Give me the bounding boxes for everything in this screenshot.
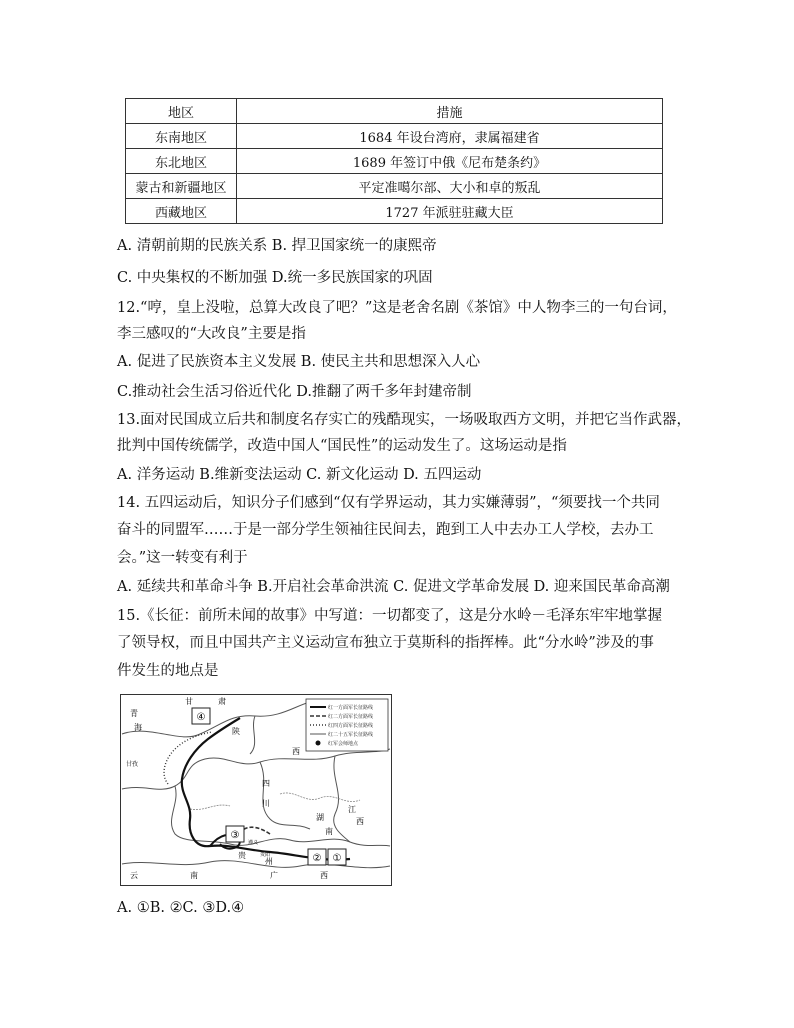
legend-label: 红四方面军长征路线 xyxy=(328,723,374,729)
region-label: 广 xyxy=(270,871,278,880)
table-cell: 1689 年签订中俄《尼布楚条约》 xyxy=(237,149,663,174)
q14-options: A. 延续共和革命斗争 B.开启社会革命洪流 C. 促进文学革命发展 D. 迎来国民革命高潮 xyxy=(117,579,670,595)
legend-label: 红二方面军长征路线 xyxy=(328,714,374,720)
q13-options: A. 洋务运动 B.维新变法运动 C. 新文化运动 D. 五四运动 xyxy=(117,467,482,483)
q12-stem-2: 李三感叹的“大改良”主要是指 xyxy=(117,326,306,342)
q15-stem-2: 了领导权，而且中国共产主义运动宣布独立于莫斯科的指挥棒。此“分水岭”涉及的事 xyxy=(117,635,654,651)
place-label: 遵义 xyxy=(248,840,259,846)
marker-label: ② xyxy=(312,853,322,864)
region-label: 甘孜 xyxy=(126,761,139,768)
q13-stem-1: 13.面对民国成立后共和制度名存实亡的残酷现实，一场吸取西方文明，并把它当作武器， xyxy=(117,412,692,428)
region-label: 陕 xyxy=(232,727,240,736)
region-label: 西 xyxy=(320,871,328,880)
table-row xyxy=(126,174,663,199)
legend-swatch xyxy=(316,741,321,746)
place-label: 贵阳 xyxy=(260,852,271,858)
table-header-region: 地区 xyxy=(126,99,237,124)
q14-stem-3: 会。”这一转变有利于 xyxy=(117,550,248,566)
q15-stem-1: 15.《长征：前所未闻的故事》中写道：一切都变了，这是分水岭－毛泽东牢牢地掌握 xyxy=(117,608,663,624)
table-header-measure: 措施 xyxy=(237,99,663,124)
table-cell: 东南地区 xyxy=(126,124,237,149)
table-cell: 1684 年设台湾府，隶属福建省 xyxy=(237,124,663,149)
q12-options-ab: A. 促进了民族资本主义发展 B. 使民主共和思想深入人心 xyxy=(117,354,481,370)
measures-table xyxy=(125,98,663,224)
q11-options-cd: C. 中央集权的不断加强 D.统一多民族国家的巩固 xyxy=(117,270,433,286)
legend-label: 红一方面军长征路线 xyxy=(328,705,374,711)
region-label: 云 xyxy=(130,871,138,880)
legend-label: 红二十五军长征路线 xyxy=(328,732,374,738)
q15-options: A. ①B. ②C. ③D.④ xyxy=(117,900,245,916)
region-label: 肃 xyxy=(218,697,226,706)
long-march-map xyxy=(120,694,392,886)
region-label: 南 xyxy=(325,827,333,836)
table-cell: 东北地区 xyxy=(126,149,237,174)
region-label: 川 xyxy=(262,799,270,808)
region-label: 西 xyxy=(292,747,300,756)
q14-stem-2: 奋斗的同盟军……于是一部分学生领袖往民间去，跑到工人中去办工人学校，去办工 xyxy=(117,522,654,538)
region-label: 南 xyxy=(190,871,198,880)
table-row xyxy=(126,149,663,174)
table-cell: 1727 年派驻驻藏大臣 xyxy=(237,199,663,224)
region-label: 青 xyxy=(130,709,138,718)
q11-options-ab: A. 清朝前期的民族关系 B. 捍卫国家统一的康熙帝 xyxy=(117,238,437,254)
legend-label: 红军会师地点 xyxy=(328,741,359,747)
region-label: 西 xyxy=(356,817,364,826)
q14-stem-1: 14. 五四运动后，知识分子们感到“仅有学界运动，其力实嫌薄弱”，“须要找一个共同 xyxy=(117,495,660,511)
marker-label: ③ xyxy=(230,830,240,841)
q15-stem-3: 件发生的地点是 xyxy=(117,663,219,679)
table-cell: 西藏地区 xyxy=(126,199,237,224)
table-row xyxy=(126,124,663,149)
table-cell: 蒙古和新疆地区 xyxy=(126,174,237,199)
map-figure xyxy=(120,694,392,886)
region-label: 海 xyxy=(134,723,142,732)
region-label: 湖 xyxy=(316,813,324,822)
q12-stem-1: 12.“哼，皇上没啦，总算大改良了吧？”这是老舍名剧《茶馆》中人物李三的一句台词， xyxy=(117,300,677,316)
region-label: 州 xyxy=(265,857,273,866)
region-label: 四 xyxy=(262,779,270,788)
marker-label: ① xyxy=(332,853,342,864)
region-label: 贵 xyxy=(238,851,246,860)
region-label: 甘 xyxy=(185,697,193,706)
region-label: 江 xyxy=(348,805,356,814)
q13-stem-2: 批判中国传统儒学，改造中国人“国民性”的运动发生了。这场运动是指 xyxy=(117,438,567,454)
table-cell: 平定准噶尔部、大小和卓的叛乱 xyxy=(237,174,663,199)
table-row xyxy=(126,199,663,224)
q12-options-cd: C.推动社会生活习俗近代化 D.推翻了两千多年封建帝制 xyxy=(117,384,472,400)
table-header-row xyxy=(126,99,663,124)
marker-label: ④ xyxy=(196,712,206,723)
